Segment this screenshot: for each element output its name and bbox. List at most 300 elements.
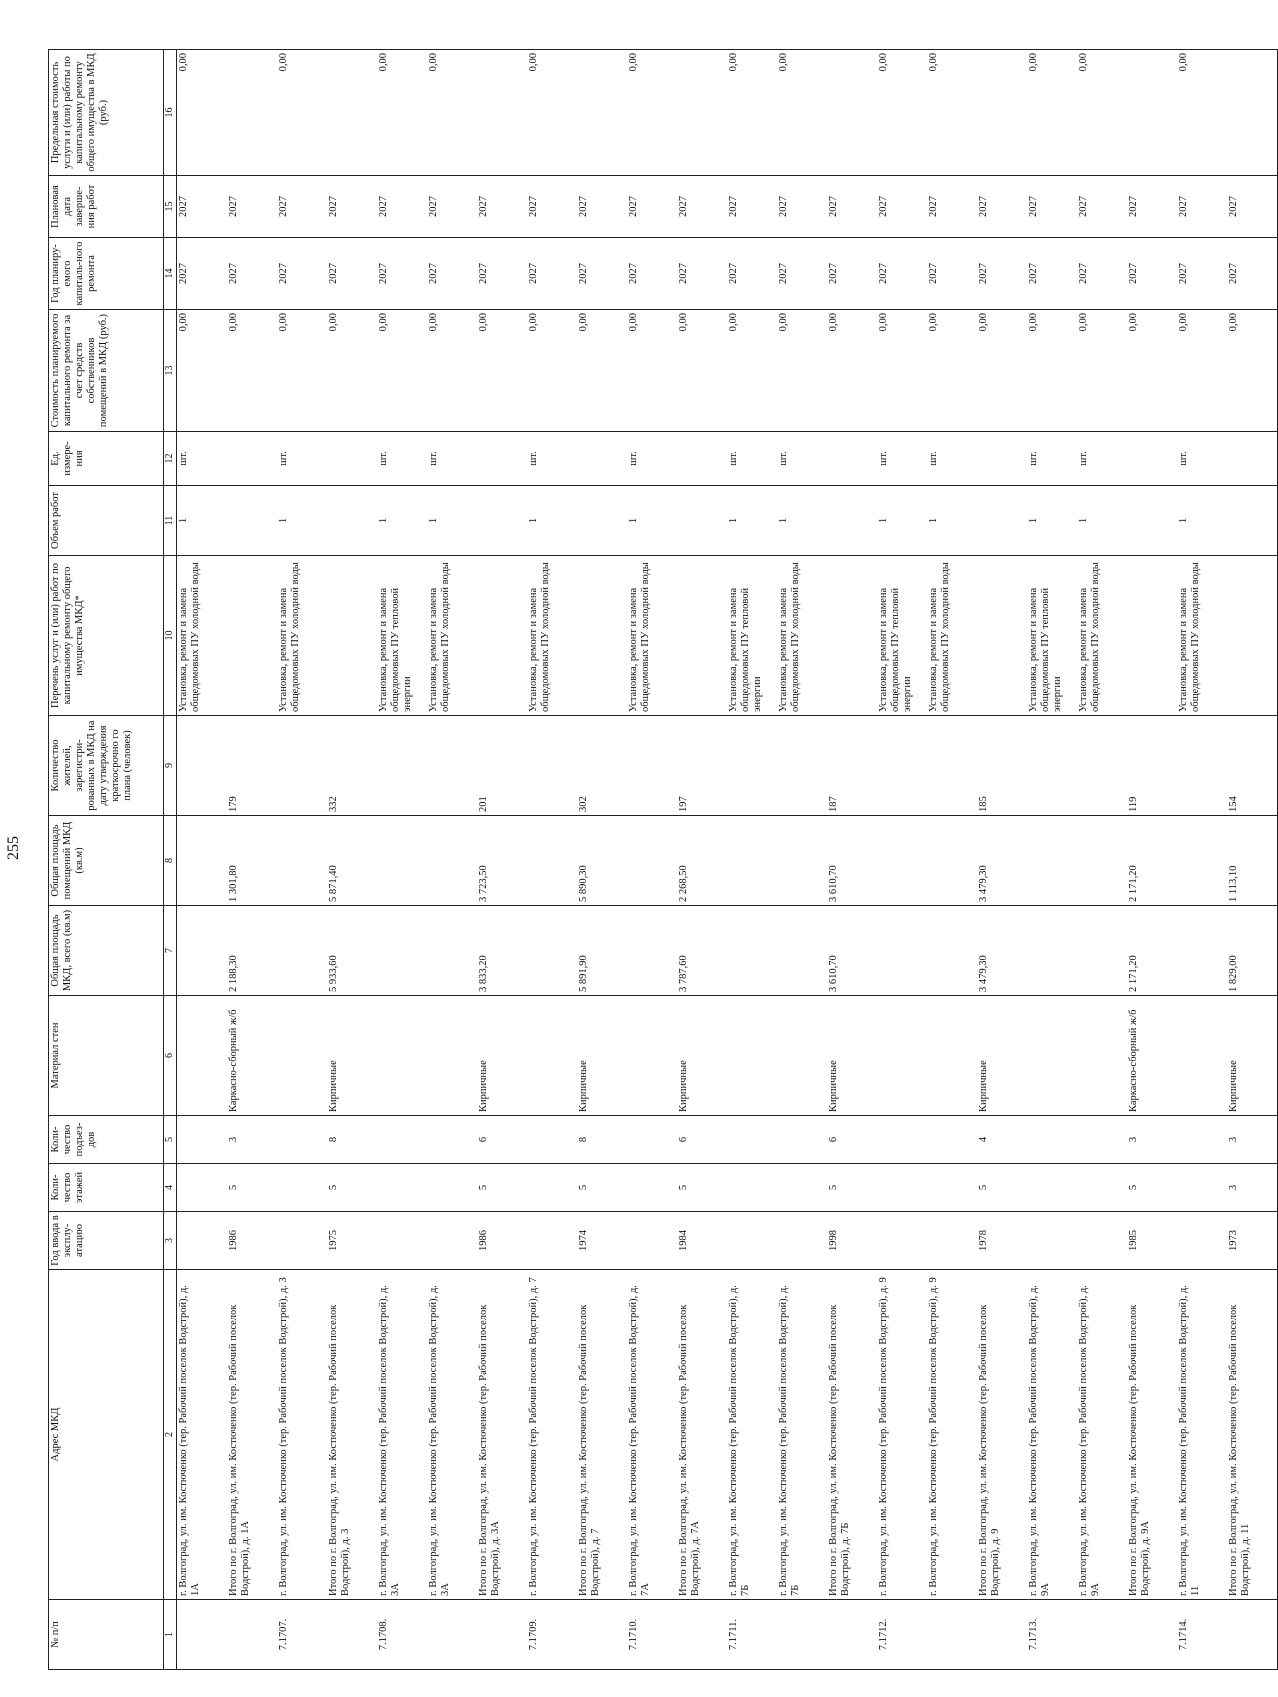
- column-header: Ед. измере-ния: [49, 432, 164, 486]
- table-row: [777, 50, 827, 1670]
- cell-volume: 1: [277, 486, 327, 556]
- cell-end-date: 2027: [827, 176, 877, 238]
- cell-volume: 1: [427, 486, 477, 556]
- cell-walls: Кирпичные: [677, 996, 727, 1116]
- cell-year: [177, 1212, 228, 1270]
- cell-address: Итого по г. Волгоград, ул. им. Костюченко (тер. Рабочий поселок Водстрой), д. 7А: [677, 1270, 727, 1600]
- cell-area-rooms: [1177, 816, 1227, 906]
- cell-works: [1227, 556, 1278, 716]
- cell-cost: 0,00: [327, 310, 377, 432]
- cell-end-date: 2027: [627, 176, 677, 238]
- cell-area-rooms: [277, 816, 327, 906]
- cell-unit: [1127, 432, 1177, 486]
- cell-walls: [1027, 996, 1077, 1116]
- cell-area-rooms: [877, 816, 927, 906]
- column-number: 13: [164, 310, 177, 432]
- cell-area-total: 3 610,70: [827, 906, 877, 996]
- cell-area-total: [727, 906, 777, 996]
- cell-year: 1975: [327, 1212, 377, 1270]
- cell-area-rooms: [627, 816, 677, 906]
- cell-entrances: 6: [827, 1116, 877, 1164]
- cell-limit: 0,00: [1027, 50, 1077, 176]
- cell-limit: 0,00: [627, 50, 677, 176]
- cell-walls: Кирпичные: [577, 996, 627, 1116]
- column-number: 9: [164, 716, 177, 816]
- cell-residents: 185: [977, 716, 1027, 816]
- table-row: [377, 50, 427, 1670]
- cell-works: Установка, ремонт и замена общедомовых ПУ холодной воды: [277, 556, 327, 716]
- cell-floors: [877, 1164, 927, 1212]
- cell-residents: [1027, 716, 1077, 816]
- cell-area-total: [427, 906, 477, 996]
- cell-entrances: [177, 1116, 228, 1164]
- cell-works: Установка, ремонт и замена общедомовых ПУ тепловой энергии: [1027, 556, 1077, 716]
- cell-unit: шт.: [1027, 432, 1077, 486]
- cell-year: [427, 1212, 477, 1270]
- cell-plan-year: 2027: [727, 238, 777, 310]
- cell-floors: [1077, 1164, 1127, 1212]
- table-row: [977, 50, 1027, 1670]
- cell-no: 7.1707.: [277, 1600, 327, 1670]
- cell-area-total: 2 188,30: [227, 906, 277, 996]
- cell-limit: 0,00: [777, 50, 827, 176]
- cell-walls: [727, 996, 777, 1116]
- cell-area-total: [177, 906, 228, 996]
- cell-plan-year: 2027: [827, 238, 877, 310]
- cell-end-date: 2027: [227, 176, 277, 238]
- cell-works: [227, 556, 277, 716]
- cell-area-rooms: [777, 816, 827, 906]
- cell-plan-year: 2027: [777, 238, 827, 310]
- cell-address: г. Волгоград, ул. им. Костюченко (тер. Рабочий поселок Водстрой), д. 11: [1177, 1270, 1227, 1600]
- cell-volume: 1: [1077, 486, 1127, 556]
- cell-residents: 201: [477, 716, 527, 816]
- cell-area-total: [777, 906, 827, 996]
- cell-address: г. Волгоград, ул. им. Костюченко (тер. Рабочий поселок Водстрой), д. 7Б: [727, 1270, 777, 1600]
- table-row: [927, 50, 977, 1670]
- cell-unit: шт.: [777, 432, 827, 486]
- cell-no: [1127, 1600, 1177, 1670]
- cell-floors: [177, 1164, 228, 1212]
- cell-year: 1978: [977, 1212, 1027, 1270]
- cell-residents: 302: [577, 716, 627, 816]
- table-row: [227, 50, 277, 1670]
- cell-unit: шт.: [1077, 432, 1127, 486]
- cell-address: Итого по г. Волгоград, ул. им. Костюченко (тер. Рабочий поселок Водстрой), д. 3А: [477, 1270, 527, 1600]
- cell-unit: шт.: [627, 432, 677, 486]
- cell-area-total: [927, 906, 977, 996]
- cell-cost: 0,00: [1227, 310, 1278, 432]
- cell-residents: [377, 716, 427, 816]
- cell-unit: шт.: [377, 432, 427, 486]
- cell-no: [777, 1600, 827, 1670]
- cell-plan-year: 2027: [1077, 238, 1127, 310]
- cell-residents: 154: [1227, 716, 1278, 816]
- cell-entrances: [277, 1116, 327, 1164]
- cell-no: 7.1710.: [627, 1600, 677, 1670]
- cell-unit: [477, 432, 527, 486]
- cell-entrances: [427, 1116, 477, 1164]
- cell-works: Установка, ремонт и замена общедомовых ПУ холодной воды: [1177, 556, 1227, 716]
- cell-works: Установка, ремонт и замена общедомовых ПУ холодной воды: [927, 556, 977, 716]
- cell-area-total: 3 787,60: [677, 906, 727, 996]
- cell-end-date: 2027: [477, 176, 527, 238]
- repair-plan-table: [48, 49, 1278, 1670]
- cell-walls: [527, 996, 577, 1116]
- cell-area-total: [1077, 906, 1127, 996]
- cell-address: г. Волгоград, ул. им. Костюченко (тер. Рабочий поселок Водстрой), д. 1А: [177, 1270, 228, 1600]
- cell-no: [427, 1600, 477, 1670]
- cell-limit: [227, 50, 277, 176]
- cell-address: г. Волгоград, ул. им. Костюченко (тер. Рабочий поселок Водстрой), д. 9: [877, 1270, 927, 1600]
- cell-address: г. Волгоград, ул. им. Костюченко (тер. Рабочий поселок Водстрой), д. 7А: [627, 1270, 677, 1600]
- cell-floors: [277, 1164, 327, 1212]
- cell-residents: [927, 716, 977, 816]
- cell-volume: [827, 486, 877, 556]
- cell-area-rooms: 2 268,50: [677, 816, 727, 906]
- cell-year: [1077, 1212, 1127, 1270]
- column-header: Количество жителей, зарегистри-рованных в МКД на дату утверждения краткосрочно го плана (человек): [49, 716, 164, 816]
- cell-floors: 5: [677, 1164, 727, 1212]
- cell-works: Установка, ремонт и замена общедомовых ПУ тепловой энергии: [877, 556, 927, 716]
- cell-unit: шт.: [927, 432, 977, 486]
- cell-plan-year: 2027: [327, 238, 377, 310]
- column-number: 3: [164, 1212, 177, 1270]
- cell-plan-year: 2027: [977, 238, 1027, 310]
- cell-limit: [677, 50, 727, 176]
- cell-limit: 0,00: [927, 50, 977, 176]
- cell-volume: [1227, 486, 1278, 556]
- cell-limit: [827, 50, 877, 176]
- cell-works: [477, 556, 527, 716]
- cell-area-total: [627, 906, 677, 996]
- cell-plan-year: 2027: [1127, 238, 1177, 310]
- cell-no: [577, 1600, 627, 1670]
- cell-limit: 0,00: [377, 50, 427, 176]
- cell-area-total: 3 479,30: [977, 906, 1027, 996]
- cell-plan-year: 2027: [227, 238, 277, 310]
- cell-residents: [877, 716, 927, 816]
- cell-residents: [277, 716, 327, 816]
- cell-address: г. Волгоград, ул. им. Костюченко (тер. Рабочий поселок Водстрой), д. 7: [527, 1270, 577, 1600]
- cell-cost: 0,00: [577, 310, 627, 432]
- cell-residents: 332: [327, 716, 377, 816]
- cell-entrances: [527, 1116, 577, 1164]
- cell-end-date: 2027: [877, 176, 927, 238]
- cell-area-rooms: 5 871,40: [327, 816, 377, 906]
- cell-area-total: [527, 906, 577, 996]
- cell-volume: 1: [1027, 486, 1077, 556]
- cell-walls: [1177, 996, 1227, 1116]
- column-number-row: [164, 50, 177, 1670]
- table-row: [1027, 50, 1077, 1670]
- cell-area-rooms: 5 890,30: [577, 816, 627, 906]
- cell-volume: [477, 486, 527, 556]
- cell-volume: 1: [377, 486, 427, 556]
- cell-limit: 0,00: [527, 50, 577, 176]
- cell-plan-year: 2027: [1177, 238, 1227, 310]
- cell-limit: 0,00: [177, 50, 228, 176]
- cell-volume: 1: [627, 486, 677, 556]
- cell-area-total: [1027, 906, 1077, 996]
- cell-plan-year: 2027: [177, 238, 228, 310]
- cell-floors: [527, 1164, 577, 1212]
- cell-walls: [877, 996, 927, 1116]
- cell-limit: 0,00: [1077, 50, 1127, 176]
- cell-floors: [777, 1164, 827, 1212]
- cell-area-rooms: [427, 816, 477, 906]
- cell-entrances: [377, 1116, 427, 1164]
- cell-cost: 0,00: [1127, 310, 1177, 432]
- cell-residents: 197: [677, 716, 727, 816]
- cell-no: 7.1714.: [1177, 1600, 1227, 1670]
- cell-area-rooms: 3 723,50: [477, 816, 527, 906]
- cell-unit: шт.: [727, 432, 777, 486]
- cell-no: [177, 1600, 228, 1670]
- cell-year: [1177, 1212, 1227, 1270]
- cell-entrances: [727, 1116, 777, 1164]
- cell-no: [227, 1600, 277, 1670]
- cell-entrances: 4: [977, 1116, 1027, 1164]
- cell-cost: 0,00: [427, 310, 477, 432]
- cell-walls: Кирпичные: [977, 996, 1027, 1116]
- cell-unit: шт.: [877, 432, 927, 486]
- cell-address: Итого по г. Волгоград, ул. им. Костюченко (тер. Рабочий поселок Водстрой), д. 1А: [227, 1270, 277, 1600]
- cell-volume: [1127, 486, 1177, 556]
- cell-floors: 5: [977, 1164, 1027, 1212]
- cell-unit: [1227, 432, 1278, 486]
- cell-works: Установка, ремонт и замена общедомовых ПУ тепловой энергии: [727, 556, 777, 716]
- cell-end-date: 2027: [427, 176, 477, 238]
- cell-no: 7.1709.: [527, 1600, 577, 1670]
- column-header: Год планиру-емого капиталь-ного ремонта: [49, 238, 164, 310]
- cell-residents: 187: [827, 716, 877, 816]
- header-row: [49, 50, 164, 1670]
- cell-walls: Кирпичные: [327, 996, 377, 1116]
- cell-end-date: 2027: [777, 176, 827, 238]
- cell-works: Установка, ремонт и замена общедомовых ПУ холодной воды: [427, 556, 477, 716]
- cell-residents: [427, 716, 477, 816]
- cell-end-date: 2027: [1077, 176, 1127, 238]
- table-body: [177, 50, 1278, 1670]
- table-row: [1127, 50, 1177, 1670]
- table-row: [577, 50, 627, 1670]
- cell-address: Итого по г. Волгоград, ул. им. Костюченко (тер. Рабочий поселок Водстрой), д. 7: [577, 1270, 627, 1600]
- cell-area-total: [877, 906, 927, 996]
- cell-area-rooms: [927, 816, 977, 906]
- cell-walls: [627, 996, 677, 1116]
- column-header: Стоимость планируемого капитального ремонта за счет средств собственников помещений в МКД (руб.): [49, 310, 164, 432]
- cell-limit: [577, 50, 627, 176]
- cell-end-date: 2027: [327, 176, 377, 238]
- cell-residents: [777, 716, 827, 816]
- cell-cost: 0,00: [227, 310, 277, 432]
- cell-no: [677, 1600, 727, 1670]
- cell-floors: 5: [477, 1164, 527, 1212]
- cell-area-rooms: [1027, 816, 1077, 906]
- cell-no: [827, 1600, 877, 1670]
- cell-volume: 1: [927, 486, 977, 556]
- cell-year: 1986: [477, 1212, 527, 1270]
- cell-floors: [427, 1164, 477, 1212]
- table-row: [427, 50, 477, 1670]
- cell-floors: 5: [327, 1164, 377, 1212]
- cell-residents: [727, 716, 777, 816]
- cell-address: Итого по г. Волгоград, ул. им. Костюченко (тер. Рабочий поселок Водстрой), д. 9: [977, 1270, 1027, 1600]
- cell-end-date: 2027: [927, 176, 977, 238]
- cell-plan-year: 2027: [627, 238, 677, 310]
- cell-cost: 0,00: [877, 310, 927, 432]
- cell-year: [527, 1212, 577, 1270]
- cell-address: г. Волгоград, ул. им. Костюченко (тер. Рабочий поселок Водстрой), д. 9: [927, 1270, 977, 1600]
- cell-address: Итого по г. Волгоград, ул. им. Костюченко (тер. Рабочий поселок Водстрой), д. 11: [1227, 1270, 1278, 1600]
- cell-entrances: [777, 1116, 827, 1164]
- cell-entrances: 3: [227, 1116, 277, 1164]
- cell-no: [977, 1600, 1027, 1670]
- cell-year: [277, 1212, 327, 1270]
- cell-works: [677, 556, 727, 716]
- column-header: Коли-чество подъез-дов: [49, 1116, 164, 1164]
- cell-year: [927, 1212, 977, 1270]
- cell-cost: 0,00: [277, 310, 327, 432]
- cell-plan-year: 2027: [477, 238, 527, 310]
- cell-volume: 1: [777, 486, 827, 556]
- cell-plan-year: 2027: [427, 238, 477, 310]
- table-row: [327, 50, 377, 1670]
- cell-cost: 0,00: [677, 310, 727, 432]
- cell-works: [327, 556, 377, 716]
- column-header: Общая площадь МКД, всего (кв.м): [49, 906, 164, 996]
- cell-end-date: 2027: [1177, 176, 1227, 238]
- cell-cost: 0,00: [177, 310, 228, 432]
- cell-entrances: [927, 1116, 977, 1164]
- cell-year: [627, 1212, 677, 1270]
- cell-volume: 1: [527, 486, 577, 556]
- cell-residents: [1177, 716, 1227, 816]
- column-header: Перечень услуг и (или) работ по капитальному ремонту общего имущества МКД*: [49, 556, 164, 716]
- cell-unit: шт.: [177, 432, 228, 486]
- cell-entrances: 3: [1127, 1116, 1177, 1164]
- cell-address: г. Волгоград, ул. им. Костюченко (тер. Рабочий поселок Водстрой), д. 9А: [1077, 1270, 1127, 1600]
- cell-walls: [177, 996, 228, 1116]
- cell-volume: [227, 486, 277, 556]
- cell-area-total: 3 833,20: [477, 906, 527, 996]
- cell-floors: [627, 1164, 677, 1212]
- cell-no: 7.1711.: [727, 1600, 777, 1670]
- cell-address: Итого по г. Волгоград, ул. им. Костюченко (тер. Рабочий поселок Водстрой), д. 9А: [1127, 1270, 1177, 1600]
- column-number: 6: [164, 996, 177, 1116]
- cell-entrances: 6: [477, 1116, 527, 1164]
- cell-end-date: 2027: [527, 176, 577, 238]
- cell-area-total: [277, 906, 327, 996]
- cell-area-rooms: [727, 816, 777, 906]
- cell-area-rooms: [377, 816, 427, 906]
- cell-plan-year: 2027: [277, 238, 327, 310]
- column-number: 8: [164, 816, 177, 906]
- cell-year: 1986: [227, 1212, 277, 1270]
- cell-no: [477, 1600, 527, 1670]
- cell-plan-year: 2027: [577, 238, 627, 310]
- cell-residents: [1077, 716, 1127, 816]
- cell-walls: [377, 996, 427, 1116]
- cell-cost: 0,00: [1177, 310, 1227, 432]
- cell-year: 1974: [577, 1212, 627, 1270]
- column-header: Общая площадь помещений МКД (кв.м): [49, 816, 164, 906]
- cell-limit: [977, 50, 1027, 176]
- cell-area-rooms: [527, 816, 577, 906]
- column-header: Плановая дата заверше-ния работ: [49, 176, 164, 238]
- cell-end-date: 2027: [577, 176, 627, 238]
- cell-entrances: 3: [1227, 1116, 1278, 1164]
- cell-walls: Кирпичные: [1227, 996, 1278, 1116]
- cell-entrances: [1077, 1116, 1127, 1164]
- column-number: 10: [164, 556, 177, 716]
- cell-unit: шт.: [527, 432, 577, 486]
- cell-area-total: [1177, 906, 1227, 996]
- cell-end-date: 2027: [377, 176, 427, 238]
- cell-no: [1077, 1600, 1127, 1670]
- cell-no: [927, 1600, 977, 1670]
- cell-entrances: [1027, 1116, 1077, 1164]
- cell-address: Итого по г. Волгоград, ул. им. Костюченко (тер. Рабочий поселок Водстрой), д. 3: [327, 1270, 377, 1600]
- column-header: Адрес МКД: [49, 1270, 164, 1600]
- cell-year: 1984: [677, 1212, 727, 1270]
- cell-year: 1973: [1227, 1212, 1278, 1270]
- cell-volume: [327, 486, 377, 556]
- cell-entrances: [877, 1116, 927, 1164]
- cell-entrances: 6: [677, 1116, 727, 1164]
- cell-year: [1027, 1212, 1077, 1270]
- cell-volume: [577, 486, 627, 556]
- cell-year: 1985: [1127, 1212, 1177, 1270]
- cell-walls: [927, 996, 977, 1116]
- cell-floors: 5: [227, 1164, 277, 1212]
- cell-area-total: 1 829,00: [1227, 906, 1278, 996]
- cell-end-date: 2027: [277, 176, 327, 238]
- table-row: [877, 50, 927, 1670]
- cell-works: Установка, ремонт и замена общедомовых ПУ холодной воды: [1077, 556, 1127, 716]
- cell-volume: [977, 486, 1027, 556]
- cell-walls: [277, 996, 327, 1116]
- cell-limit: 0,00: [1177, 50, 1227, 176]
- table-row: [527, 50, 577, 1670]
- cell-year: [777, 1212, 827, 1270]
- cell-plan-year: 2027: [527, 238, 577, 310]
- cell-volume: 1: [877, 486, 927, 556]
- cell-unit: [827, 432, 877, 486]
- cell-cost: 0,00: [977, 310, 1027, 432]
- cell-unit: шт.: [1177, 432, 1227, 486]
- cell-limit: 0,00: [277, 50, 327, 176]
- cell-residents: [177, 716, 228, 816]
- cell-walls: [427, 996, 477, 1116]
- cell-end-date: 2027: [1027, 176, 1077, 238]
- cell-year: [377, 1212, 427, 1270]
- cell-limit: 0,00: [427, 50, 477, 176]
- column-number: 15: [164, 176, 177, 238]
- cell-area-rooms: [177, 816, 228, 906]
- cell-floors: [377, 1164, 427, 1212]
- cell-limit: 0,00: [877, 50, 927, 176]
- column-header: Предельная стоимость услуги и (или) работы по капитальному ремонту общего имущества в МКД (руб.): [49, 50, 164, 176]
- cell-end-date: 2027: [727, 176, 777, 238]
- cell-end-date: 2027: [177, 176, 228, 238]
- cell-cost: 0,00: [477, 310, 527, 432]
- table-row: [177, 50, 228, 1670]
- table-row: [827, 50, 877, 1670]
- cell-works: Установка, ремонт и замена общедомовых ПУ холодной воды: [777, 556, 827, 716]
- cell-area-total: 5 933,60: [327, 906, 377, 996]
